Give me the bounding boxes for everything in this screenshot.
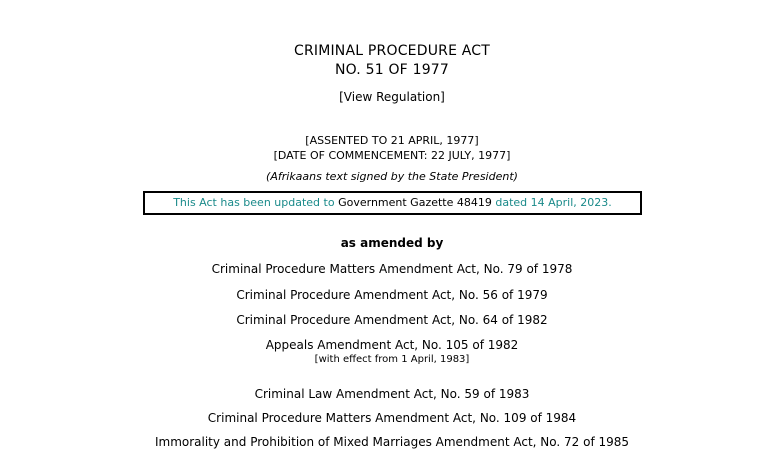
amendment-item: Criminal Procedure Matters Amendment Act, No. 109 of 1984 [207,411,577,425]
amendment-item: Appeals Amendment Act, No. 105 of 1982 [265,338,519,352]
amendment-item: Criminal Procedure Amendment Act, No. 64 of 1982 [236,313,548,327]
amendments-heading: as amended by [340,236,444,250]
amendment-effect-note: [with effect from 1 April, 1983] [314,354,470,365]
update-notice-box [143,191,642,215]
assented-date: [ASSENTED TO 21 APRIL, 1977] [305,134,479,147]
view-regulation-link[interactable]: [View Regulation] [339,90,445,104]
update-notice-gazette: Government Gazette 48419 [338,196,492,209]
act-number: NO. 51 OF 1977 [334,62,450,78]
act-title: CRIMINAL PROCEDURE ACT [293,43,491,59]
amendment-item: Criminal Procedure Amendment Act, No. 56 of 1979 [236,288,548,302]
commencement-date: [DATE OF COMMENCEMENT: 22 JULY, 1977] [273,149,511,162]
amendment-item: Immorality and Prohibition of Mixed Marriages Amendment Act, No. 72 of 1985 [154,435,630,449]
amendment-item: Criminal Law Amendment Act, No. 59 of 1983 [254,387,530,401]
amendment-item: Criminal Procedure Matters Amendment Act, No. 79 of 1978 [211,262,573,276]
update-notice-suffix: dated 14 April, 2023. [495,196,612,209]
update-notice-prefix: This Act has been updated to [173,196,335,209]
afrikaans-note: (Afrikaans text signed by the State President) [266,170,518,183]
